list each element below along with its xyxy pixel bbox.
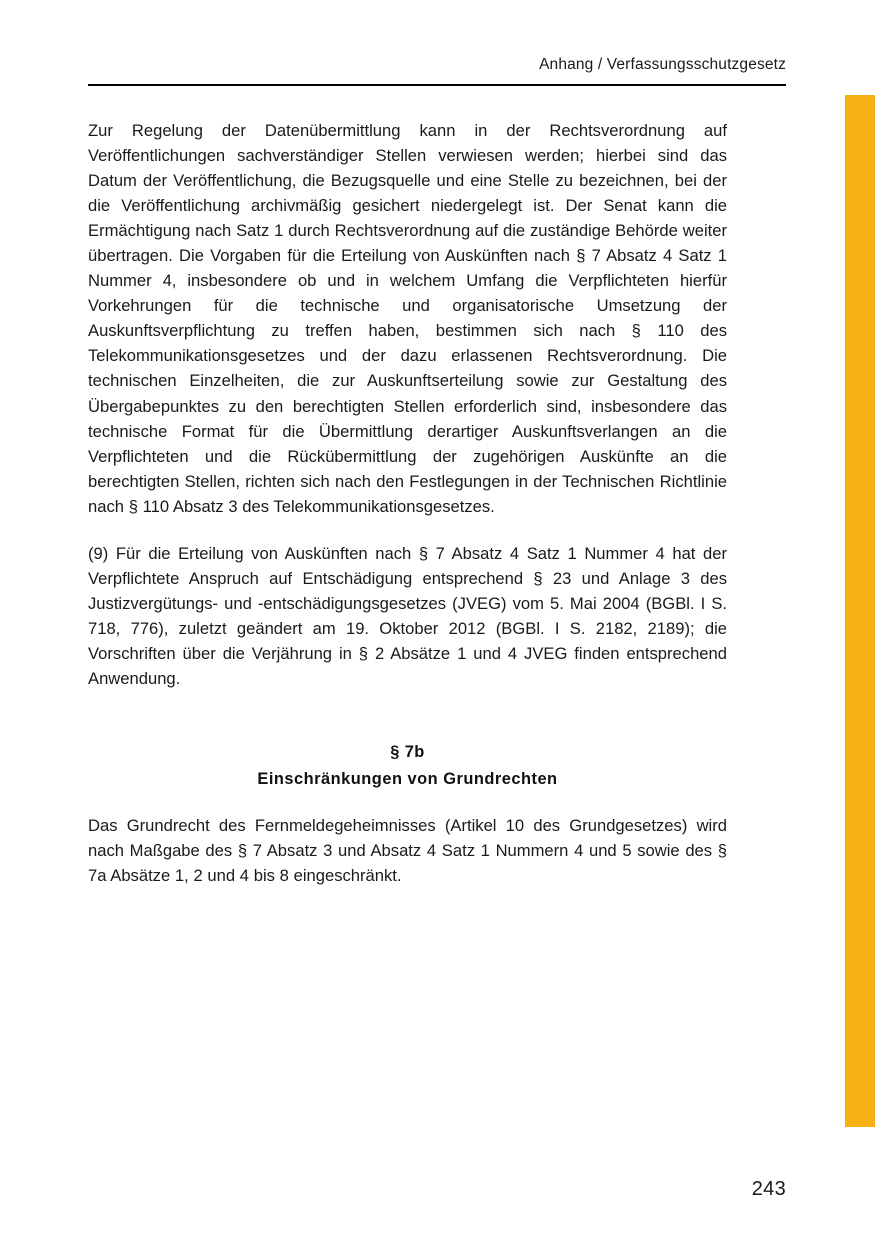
text-column xyxy=(88,118,727,888)
header-rule-divider xyxy=(88,84,786,86)
running-head: Anhang / Verfassungsschutzgesetz xyxy=(539,56,786,73)
heading-spacer xyxy=(88,792,727,813)
paragraph-absatz-8-continuation: Zur Regelung der Datenübermittlung kann in der Rechtsverordnung auf Veröffentlichungen sachverständiger Stellen verwiesen werden; hierbei sind das Datum der Veröffentlichung, die Bezugsquelle und eine Stelle zu bezeichnen, bei der die Veröffentlichung archivmäßig gesichert niedergelegt ist. Der Senat kann die Ermächtigung nach Satz 1 durch Rechtsverordnung auf die zuständige Behörde weiter übertragen. Die Vorgaben für die Erteilung von Auskünften nach § 7 Absatz 4 Satz 1 Nummer 4, insbesondere ob und in welchem Umfang die Verpflichteten hierfür Vorkehrungen für die technische und organisatorische Umsetzung der Auskunftsverpflichtung zu treffen haben, bestimmen sich nach § 110 des Telekommunikationsgesetzes und der dazu erlassenen Rechtsverordnung. Die technischen Einzelheiten, die zur Auskunftserteilung sowie zur Gestaltung des Übergabepunktes zu den berechtigten Stellen erforderlich sind, insbesondere das technische Format für die Übermittlung derartiger Auskunftsverlangen an die Verpflichteten und die Rückübermittlung der zugehörigen Auskünfte an die berechtigten Stellen, richten sich nach den Festlegungen in der Technischen Richtlinie nach § 110 Absatz 3 des Telekommunikationsgesetzes. xyxy=(88,121,727,516)
chapter-thumb-tab-marker xyxy=(845,95,875,1127)
paragraph-absatz-9: (9) Für die Erteilung von Auskünften nach § 7 Absatz 4 Satz 1 Nummer 4 hat der Verpflichtete Anspruch auf Entschädigung entsprechend § 23 und Anlage 3 des Justizvergütungs- und -entschädigungsgesetzes (JVEG) vom 5. Mai 2004 (BGBl. I S. 718, 776), zuletzt geändert am 19. Oktober 2012 (BGBl. I S. 2182, 2189); die Vorschriften über die Verjährung in § 2 Absätze 1 und 4 JVEG finden entsprechend Anwendung. xyxy=(88,543,727,688)
thumb-tab-icon xyxy=(845,95,875,1127)
section-heading-block xyxy=(88,740,727,792)
section-number: § 7b xyxy=(390,743,425,762)
section-title: Einschränkungen von Grundrechten xyxy=(257,770,558,789)
paragraph-grundrechte: Das Grundrecht des Fernmeldegeheimnisses (Artikel 10 des Grundgesetzes) wird nach Maßgabe des § 7 Absatz 3 und Absatz 4 Satz 1 Nummern 4 und 5 sowie des § 7a Absätze 1, 2 und 4 bis 8 eingeschränkt. xyxy=(88,816,727,886)
page-number: 243 xyxy=(751,1178,786,1200)
